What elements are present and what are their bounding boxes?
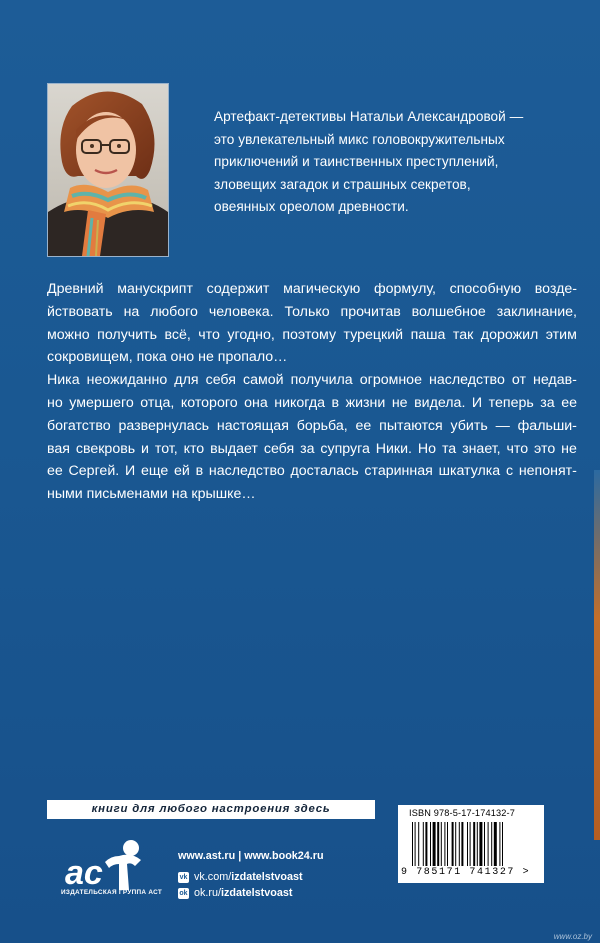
annotation-line: богатство развернулась настоящая борьба, ее пытаются убить — фальши- [47,417,577,434]
annotation-line: сокровищем, пока оно не пропало… [47,349,288,366]
ast-logo [47,834,149,926]
annotation-line: ными письменами на крышке… [47,486,256,503]
book-annotation [47,278,577,506]
author-blurb-line: Артефакт-детективы Натальи Александровой — [214,109,524,124]
slogan-banner: книги для любого настроения здесь [47,800,375,819]
barcode-digits: 9 785171 741327 > [401,867,531,878]
ok-prefix: ok.ru/ [194,887,222,899]
annotation-line: вая свекровь и тот, кто выдает себя за супруга Ники. Но та знает, что это не [47,440,577,457]
vk-icon: vk [179,873,188,881]
annotation-line: но умершего отца, которого она никогда в жизни не видела. И теперь за ее [47,394,577,411]
annotation-line: ее Сергей. И еще ей в наследство досталась старинная шкатулка с непонят- [47,463,577,480]
author-blurb [214,106,584,219]
watermark: www.oz.by [553,932,592,941]
annotation-paragraph-2 [47,369,577,506]
annotation-line: йствовать на любого человека. Только прочитав волшебное заклинание, [47,303,577,320]
barcode-bars [412,822,534,872]
isbn-number: ISBN 978-5-17-174132-7 [409,808,515,818]
publisher-links [178,850,324,903]
annotation-paragraph-1 [47,278,577,369]
front-cover-edge [594,470,600,840]
annotation-line: Ника неожиданно для себя самой получила огромное наследство от недав- [47,372,577,389]
author-portrait-illustration [48,84,168,256]
ok-link[interactable] [178,887,324,899]
odnoklassniki-icon: ok [179,889,188,897]
publisher-group-name: ИЗДАТЕЛЬСКАЯ ГРУППА АСТ [61,889,163,896]
author-blurb-line: овеянных ореолом древности. [214,199,409,215]
author-photo [47,83,169,257]
vk-prefix: vk.com/ [194,871,232,883]
vk-link[interactable] [178,871,324,883]
barcode-panel [398,805,544,883]
annotation-line: Древний манускрипт содержит магическую формулу, способную возде- [47,281,577,297]
author-blurb-line: это увлекательный микс головокружительных [214,131,505,147]
ok-handle: izdatelstvoast [221,887,293,899]
author-blurb-line: зловещих загадок и страшных секретов, [214,176,471,192]
publisher-websites[interactable]: www.ast.ru | www.book24.ru [178,850,324,862]
author-blurb-line: приключений и таинственных преступлений, [214,154,499,170]
annotation-line: можно получить всё, что угодно, поэтому турецкий паша так дорожил этим [47,326,577,343]
vk-handle: izdatelstvoast [231,871,303,883]
svg-text:ac: ac [65,854,103,892]
